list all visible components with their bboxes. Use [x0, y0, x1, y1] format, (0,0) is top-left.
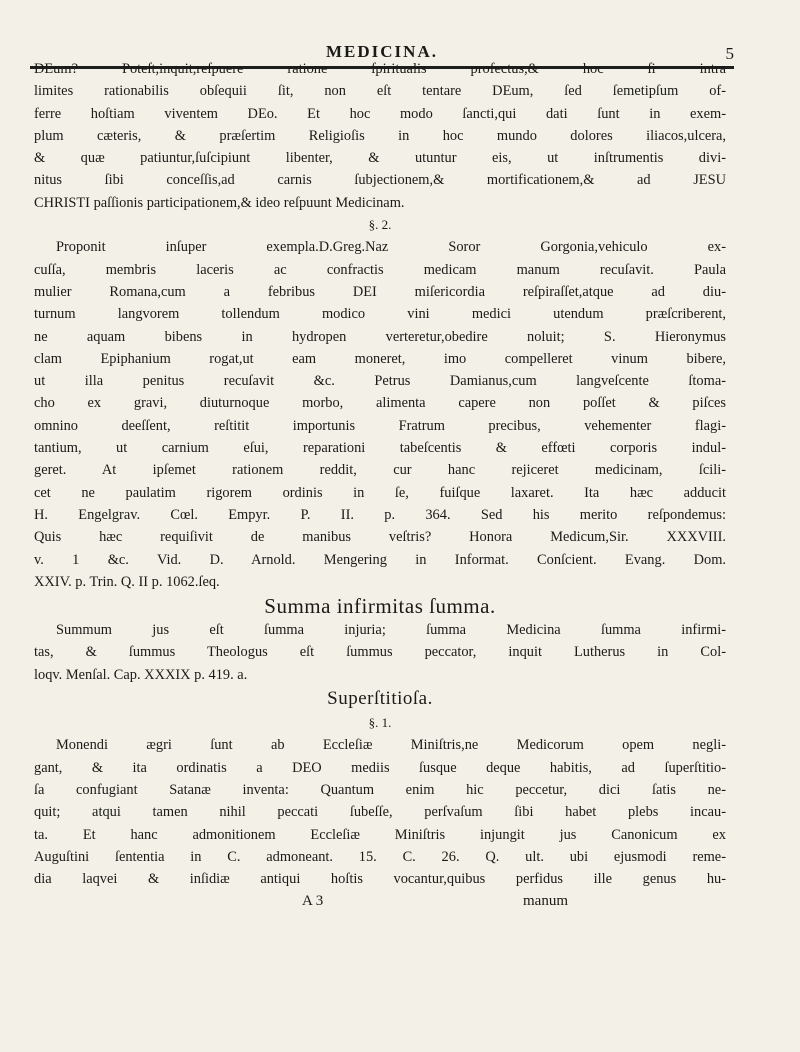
signature-mark: A 3 — [302, 893, 324, 910]
text-line: Monendi ægri ſunt ab Eccleſiæ Miniſtris,ne Medicorum opem negli- — [56, 737, 726, 754]
section-number: §. 1. — [368, 715, 392, 731]
text-line: CHRISTI paſſionis participationem,& ideo reſpuunt Medicinam. — [34, 194, 405, 211]
text-line: loqv. Menſal. Cap. XXXIX p. 419. a. — [34, 666, 248, 683]
text-line: tas, & ſummus Theologus eſt ſummus peccator, inquit Lutherus in Col- — [34, 644, 726, 661]
text-line: turnum langvorem tollendum modico vini medici utendum præſcriberent, — [34, 306, 726, 323]
text-line: tantium, ut carnium eſui, reparationi tabeſcentis & effœti corporis indul- — [34, 440, 726, 457]
body-text — [34, 58, 726, 912]
section-heading: Superſtitioſa. — [327, 688, 433, 710]
text-line: v. 1 &c. Vid. D. Arnold. Mengering in Informat. Conſcient. Evang. Dom. — [34, 551, 726, 568]
text-line: clam Epiphanium rogat,ut eam moneret, imo compelleret vinum bibere, — [34, 350, 726, 367]
text-line: quit; atqui tamen nihil peccati ſubeſſe, perſvaſum ſibi habet plebs incau- — [34, 804, 726, 821]
text-line: & quæ patiuntur,ſuſcipiunt libenter, & utuntur eis, ut inſtrumentis divi- — [34, 150, 726, 167]
text-line: cet ne paulatim rigorem ordinis in ſe, fuiſque laxaret. Ita hæc adducit — [34, 484, 726, 501]
text-line: limites rationabilis obſequii ſit, non eſt tentare DEum, ſed ſemetipſum of- — [34, 83, 726, 100]
page-number: 5 — [725, 44, 734, 63]
text-line: dia laqvei & inſidiæ antiqui hoſtis vocantur,quibus perfidus ille genus hu- — [34, 871, 726, 888]
text-line: nitus ſibi conceſſis,ad carnis ſubjectionem,& mortificationem,& ad JESU — [34, 172, 726, 189]
text-line: ta. Et hanc admonitionem Eccleſiæ Miniſtris injungit jus Canonicum ex — [34, 826, 726, 843]
text-line: omnino deeſſent, reſtitit importunis Fratrum precibus, vehementer flagi- — [34, 417, 726, 434]
page-footer — [34, 890, 726, 912]
text-line: Auguſtini ſententia in C. admoneant. 15. C. 26. Q. ult. ubi ejusmodi reme- — [34, 848, 726, 865]
text-line: ut illa penitus recuſavit &c. Petrus Damianus,cum langveſcente ſtoma- — [34, 373, 726, 390]
section-number: §. 2. — [368, 217, 392, 233]
text-line: plum cæteris, & præſertim Religioſis in hoc mundo dolores iliacos,ulcera, — [34, 127, 726, 144]
text-line: cho ex gravi, diuturnoque morbo, alimenta capere non poſſet & piſces — [34, 395, 726, 412]
text-line: mulier Romana,cum a febribus DEI miſericordia reſpiraſſet,atque ad diu- — [34, 283, 726, 300]
text-line: cuſſa, membris laceris ac confractis medicam manum recuſavit. Paula — [34, 261, 726, 278]
section-heading: Summa infirmitas ſumma. — [264, 594, 496, 619]
text-line: Quis hæc requiſivit de manibus veſtris? Honora Medicum,Sir. XXXVIII. — [34, 529, 726, 546]
text-line: Summum jus eſt ſumma injuria; ſumma Medicina ſumma infirmi- — [56, 622, 726, 639]
paragraph-2 — [34, 236, 726, 593]
text-line: XXIV. p. Trin. Q. II p. 1062.ſeq. — [34, 573, 220, 590]
text-line: Proponit inſuper exempla.D.Greg.Naz Soror Gorgonia,vehiculo ex- — [56, 239, 726, 256]
paragraph-4 — [34, 734, 726, 890]
text-line: DEum? Poteſt,inquit,reſpuere ratione ſpiritualis profectus,& hoc ſi intra — [34, 61, 726, 77]
text-line: gant, & ita ordinatis a DEO mediis ſusque deque habitis, ad ſuperſtitio- — [34, 759, 726, 776]
catchword: manum — [523, 893, 569, 910]
text-line: H. Engelgrav. Cœl. Empyr. P. II. p. 364. Sed his merito reſpondemus: — [34, 506, 726, 523]
text-line: ferre hoſtiam viventem DEo. Et hoc modo ſancti,qui dati ſunt in exem- — [34, 105, 726, 122]
text-line: ne aquam bibens in hydropen verteretur,obedire noluit; S. Hieronymus — [34, 328, 726, 345]
text-line: ſa confugiant Satanæ inventa: Quantum enim hic peccetur, dici ſatis ne- — [34, 781, 726, 798]
text-line: geret. At ipſemet rationem reddit, cur hanc rejiceret medicinam, ſcili- — [34, 462, 726, 479]
running-head — [24, 20, 740, 63]
paragraph-3 — [34, 619, 726, 686]
running-title: MEDICINA. — [326, 42, 438, 61]
paragraph-1 — [34, 58, 726, 214]
